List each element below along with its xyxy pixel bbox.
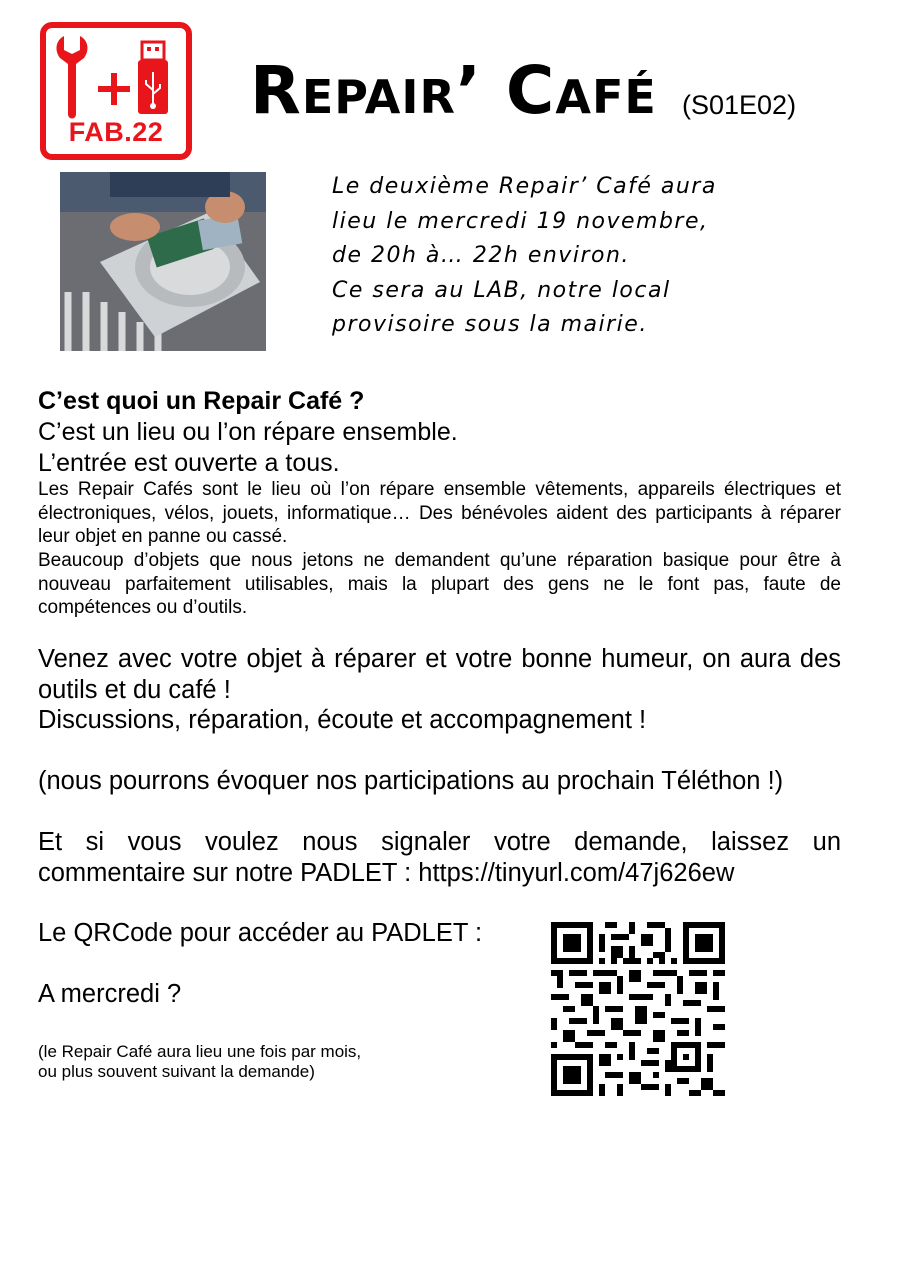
intro-line: de 20h à… 22h environ. bbox=[332, 243, 630, 268]
description-paragraph: Beaucoup d’objets que nous jetons ne demandent qu’une réparation basique pour être à nouveau parfaitement utilisables, mais la plupart des gens ne le font pas, faute de compétences ou d’outils. bbox=[38, 550, 841, 618]
intro-line: Ce sera au LAB, notre local bbox=[332, 277, 671, 303]
intro-line: Le deuxième Repair’ Café aura bbox=[332, 174, 717, 199]
page-title: Repair’ Café bbox=[250, 52, 657, 129]
closing-text: A mercredi ? bbox=[38, 980, 182, 1008]
logo-text: FAB.22 bbox=[68, 117, 164, 147]
frequency-note: ou plus souvent suivant la demande) bbox=[38, 1062, 315, 1081]
episode-label: (S01E02) bbox=[682, 90, 797, 120]
section-heading: C’est quoi un Repair Café ? bbox=[38, 387, 365, 415]
fab22-logo bbox=[40, 22, 192, 160]
repair-photo bbox=[60, 172, 266, 351]
intro-line: provisoire sous la mairie. bbox=[332, 312, 648, 337]
padlet-text: Et si vous voulez nous signaler votre demande, laissez un commentaire sur notre PADLET : https://tinyurl.com/47j626ew bbox=[38, 828, 841, 887]
definition-line: L’entrée est ouverte a tous. bbox=[38, 449, 340, 477]
qr-label: Le QRCode pour accéder au PADLET : bbox=[38, 919, 483, 947]
intro-line: lieu le mercredi 19 novembre, bbox=[332, 208, 709, 234]
activities-text: Discussions, réparation, écoute et accompagnement ! bbox=[38, 706, 647, 734]
invitation-text: Venez avec votre objet à réparer et votre bonne humeur, on aura des outils et du café ! bbox=[38, 645, 841, 704]
intro-text bbox=[332, 170, 792, 343]
frequency-note: (le Repair Café aura lieu une fois par mois, bbox=[38, 1042, 362, 1061]
padlet-qr-code bbox=[551, 922, 725, 1096]
telethon-note: (nous pourrons évoquer nos participations au prochain Téléthon !) bbox=[38, 767, 784, 795]
description-paragraph: Les Repair Cafés sont le lieu où l’on répare ensemble vêtements, appareils électriques et électroniques, vélos, jouets, informatique… Des bénévoles aident des participants à réparer leur objet en panne ou cassé. bbox=[38, 479, 841, 547]
definition-line: C’est un lieu ou l’on répare ensemble. bbox=[38, 418, 458, 446]
